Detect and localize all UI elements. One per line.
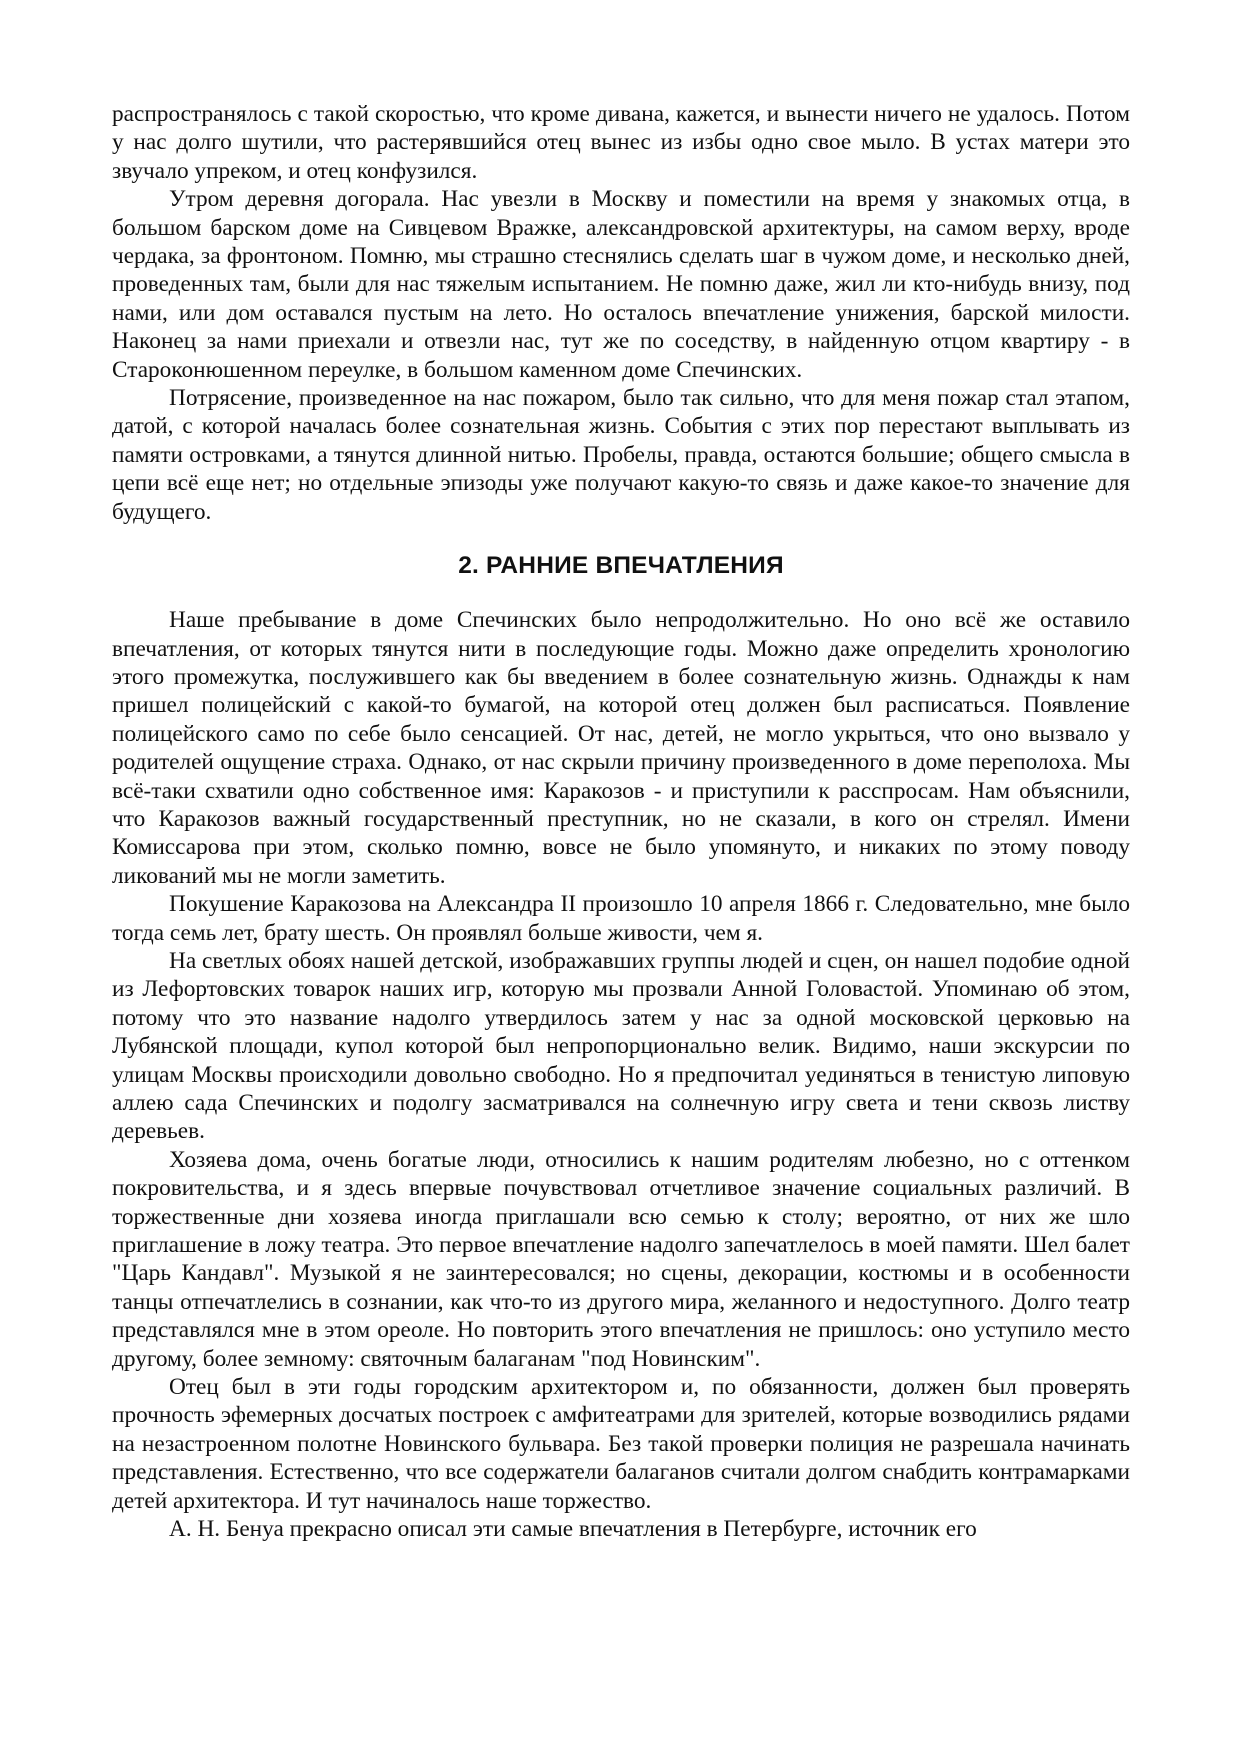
- section-title: 2. РАННИЕ ВПЕЧАТЛЕНИЯ: [458, 552, 784, 580]
- paragraph-karakozov: Покушение Каракозова на Александра II произошло 10 апреля 1866 г. Следовательно, мне было тогда семь лет, брату шесть. Он проявлял больше живости, чем я.: [112, 891, 1130, 946]
- paragraph-village-fire-morning: Утром деревня догорала. Нас увезли в Москву и поместили на время у знакомых отца, в большом барском доме на Сивцевом Вражке, александровской архитектуры, на самом верху, вроде чердака, за фронтоном. Помню, мы страшно стеснялись сделать шаг в чужом доме, и несколько дней, проведенных там, были для нас тяжелым испытанием. Не помню даже, жил ли кто-нибудь внизу, под нами, или дом оставался пустым на лето. Но осталось впечатление унижения, барской милости. Наконец за нами приехали и отвезли нас, тут же по соседству, в найденную отцом квартиру - в Староконюшенном переулке, в большом каменном доме Спечинских.: [112, 186, 1130, 383]
- paragraph-father-architect: Отец был в эти годы городским архитектором и, по обязанности, должен был проверять прочность эфемерных досчатых построек с амфитеатрами для зрителей, которые возводились рядами на незастроенном полотне Новинского бульвара. Без такой проверки полиция не разрешала начинать представления. Естественно, что все содержатели балаганов считали долгом снабдить контрамарками детей архитектора. И тут начиналось наше торжество.: [112, 1374, 1130, 1514]
- paragraph-wallpaper: На светлых обоях нашей детской, изображавших группы людей и сцен, он нашел подобие одной из Лефортовских товарок наших игр, которую мы прозвали Анной Головастой. Упоминаю об этом, потому что это название надолго утвердилось затем у нас за одной московской церковью на Лубянской площади, купол которой был непропорционально велик. Видимо, наши экскурсии по улицам Москвы происходили довольно свободно. Но я предпочитал уединяться в тенистую липовую аллею сада Спечинских и подолгу засматривался на солнечную игру света и тени сквозь листву деревьев.: [112, 947, 1130, 1145]
- document-page: [112, 100, 1130, 1544]
- paragraph-spechinsky-house: Наше пребывание в доме Спечинских было непродолжительно. Но оно всё же оставило впечатления, от которых тянутся нити в последующие годы. Можно даже определить хронологию этого промежутка, послужившего как бы введением в более сознательную жизнь. Однажды к нам пришел полицейский с какой-то бумагой, на которой отец должен был расписаться. Появление полицейского само по себе было сенсацией. От нас, детей, не могло укрыться, что оно вызвало у родителей ощущение страха. Однако, от нас скрыли причину произведенного в доме переполоха. Мы всё-таки схватили одно собственное имя: Каракозов - и приступили к расспросам. Нам объяснили, что Каракозов важный государственный преступник, но не сказали, в кого он стрелял. Имени Комиссарова при этом, сколько помню, вовсе не было упомянуто, и никаких по этому поводу ликований мы не могли заметить.: [112, 607, 1130, 889]
- paragraph-continuation: распространялось с такой скоростью, что кроме дивана, кажется, и вынести ничего не удалось. Потом у нас долго шутили, что растерявшийся отец вынес из избы одно свое мыло. В устах матери это звучало упреком, и отец конфузился.: [112, 101, 1130, 184]
- paragraph-benois: А. Н. Бенуа прекрасно описал эти самые впечатления в Петербурге, источник его: [169, 1516, 977, 1543]
- paragraph-hosts-theatre: Хозяева дома, очень богатые люди, относились к нашим родителям любезно, но с оттенком покровительства, и я здесь впервые почувствовал отчетливое значение социальных различий. В торжественные дни хозяева иногда приглашали всю семью к столу; вероятно, от них же шло приглашение в ложу театра. Это первое впечатление надолго запечатлелось в моей памяти. Шел балет "Царь Кандавл". Музыкой я не заинтересовался; но сцены, декорации, костюмы и в особенности танцы отпечатлелись в сознании, как что-то из другого мира, желанного и недоступного. Долго театр представлялся мне в этом ореоле. Но повторить этого впечатления не пришлось: оно уступило место другому, более земному: святочным балаганам "под Новинским".: [112, 1146, 1130, 1372]
- paragraph-fire-impression: Потрясение, произведенное на нас пожаром, было так сильно, что для меня пожар стал этапом, датой, с которой началась более сознательная жизнь. События с этих пор перестают выплывать из памяти островками, а тянутся длинной нитью. Пробелы, правда, остаются большие; общего смысла в цепи всё еще нет; но отдельные эпизоды уже получают какую-то связь и даже какое-то значение для будущего.: [112, 385, 1130, 525]
